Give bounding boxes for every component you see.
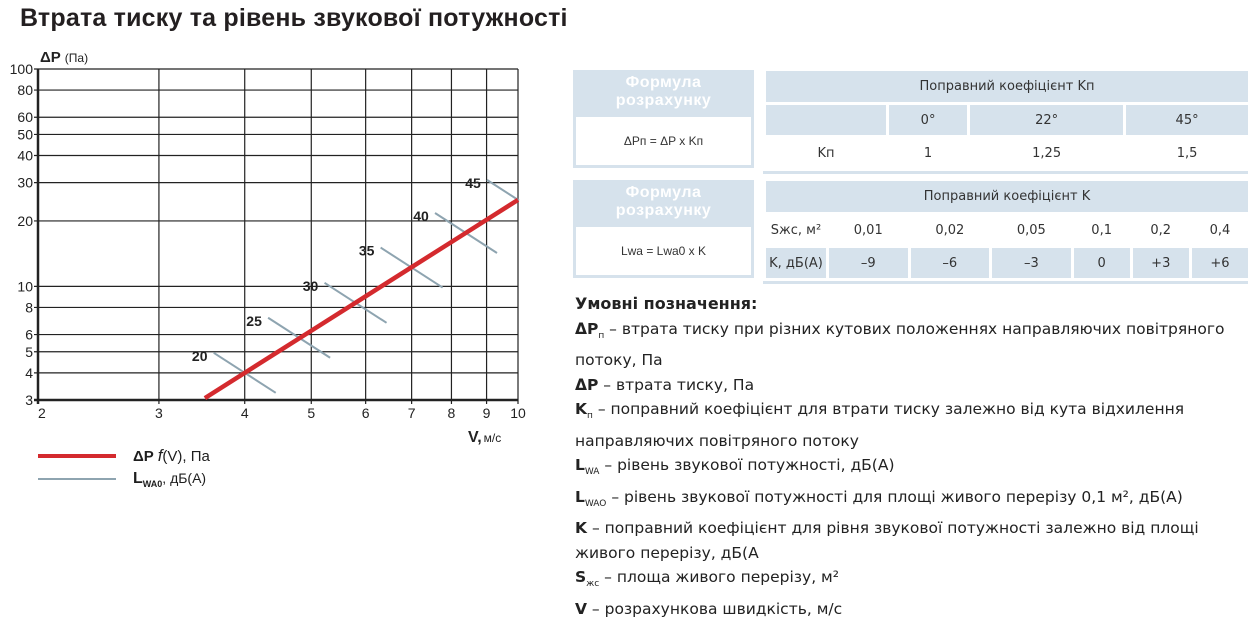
area-value: 0,02 <box>935 222 965 238</box>
svg-text:100: 100 <box>9 61 33 77</box>
formula-box-pressure <box>573 70 754 168</box>
k-value: –6 <box>911 248 990 278</box>
legend-red-line <box>38 454 116 458</box>
x-axis-label: V, м/с <box>468 429 502 446</box>
angle-45: 45° <box>1126 105 1248 135</box>
page-title: Втрата тиску та рівень звукової потужності <box>20 4 568 32</box>
svg-text:40: 40 <box>413 207 429 224</box>
notation-item: $\Delta P_п$ – втрата тиску при різних кутових положеннях направляючих повітряного потоку, Па <box>575 319 1225 370</box>
svg-text:4: 4 <box>25 364 33 381</box>
angle-0: 0° <box>889 105 967 135</box>
svg-text:50: 50 <box>17 126 33 143</box>
k-value: +3 <box>1133 248 1189 278</box>
formula-header: Формула розрахунку <box>576 73 751 117</box>
table2-header: Поправний коефіцієнт K <box>766 181 1248 212</box>
notation-item: K – поправний коефіцієнт для рівня звукової потужності залежно від площі живого перерізу, дБ(А <box>575 519 1199 562</box>
svg-text:9: 9 <box>482 405 491 421</box>
svg-text:80: 80 <box>17 82 33 99</box>
svg-text:2: 2 <box>38 405 46 421</box>
formula-header: Формула розрахунку <box>576 183 751 227</box>
svg-text:35: 35 <box>358 242 375 259</box>
svg-text:30: 30 <box>17 174 33 191</box>
notation-item: $K_п$ – поправний коефіцієнт для втрати тиску залежно від кута відхилення направляючих повітряного потоку <box>575 400 1185 450</box>
area-value: 0,01 <box>853 222 883 238</box>
formula-sound: Lwa = Lwa0 x K <box>620 244 707 258</box>
notation-item: ΔP – втрата тиску, Па <box>575 375 755 394</box>
pressure-curve <box>205 200 518 398</box>
svg-text:3: 3 <box>25 392 33 408</box>
svg-text:6: 6 <box>361 405 370 421</box>
svg-text:8: 8 <box>25 299 33 316</box>
area-value: 0,4 <box>1209 222 1231 238</box>
svg-text:25: 25 <box>246 312 262 329</box>
angle-coefficient-table <box>763 68 1248 174</box>
k-value: –9 <box>829 248 908 278</box>
area-coefficient-table <box>763 178 1248 284</box>
sound-level-isolines <box>192 175 519 393</box>
kp-value: 1 <box>923 145 933 161</box>
chart-tick-labels <box>10 61 526 421</box>
kp-value: 1,5 <box>1176 145 1198 161</box>
notation-item: $S_{жс}$ – площа живого перерізу, м² <box>575 568 839 590</box>
svg-text:7: 7 <box>407 405 416 421</box>
area-value: 0,2 <box>1150 222 1172 238</box>
svg-text:30: 30 <box>302 277 319 294</box>
legend-red-label: ΔP f(V), Па <box>133 446 210 465</box>
notation-heading: Умовні позначення: <box>575 294 758 313</box>
formula-pressure: ΔPп = ΔP x Kп <box>623 134 704 148</box>
notation-legend <box>575 292 1245 621</box>
k-value: –3 <box>992 248 1071 278</box>
formula-box-sound <box>573 180 754 278</box>
area-value: 0,1 <box>1091 222 1112 238</box>
svg-text:45: 45 <box>465 174 481 191</box>
legend-blue-label: $L_{WA0}$, дБ(А) <box>133 470 207 489</box>
k-value: +6 <box>1192 248 1248 278</box>
kp-row-label: Kп <box>817 145 835 161</box>
notation-item: V – розрахункова швидкість, м/с <box>575 599 843 618</box>
svg-text:20: 20 <box>17 212 33 229</box>
svg-text:6: 6 <box>25 326 33 343</box>
kp-value: 1,25 <box>1032 145 1062 161</box>
svg-text:5: 5 <box>25 343 33 360</box>
svg-text:8: 8 <box>447 405 456 421</box>
k-value: 0 <box>1074 248 1130 278</box>
pressure-loss-chart <box>0 40 560 460</box>
legend-blue-line <box>38 478 116 480</box>
svg-text:60: 60 <box>17 109 33 126</box>
svg-text:40: 40 <box>17 147 33 164</box>
table1-header: Поправний коефіцієнт Kп <box>766 71 1248 102</box>
svg-text:5: 5 <box>307 405 316 421</box>
svg-text:3: 3 <box>155 405 163 421</box>
y-axis-label: ΔP (Па) <box>40 49 89 66</box>
angle-22: 22° <box>970 105 1123 135</box>
area-row-label: Sжс, м² <box>770 222 822 238</box>
svg-text:4: 4 <box>240 405 249 421</box>
k-row-label: K, дБ(А) <box>766 248 826 278</box>
area-value: 0,05 <box>1016 222 1046 238</box>
svg-text:10: 10 <box>510 405 526 421</box>
svg-text:10: 10 <box>17 278 33 295</box>
svg-text:20: 20 <box>191 347 208 364</box>
notation-item: $L_{WA}$ – рівень звукової потужності, дБ(А) <box>575 456 895 478</box>
notation-item: $L_{WAO}$ – рівень звукової потужності для площі живого перерізу 0,1 м², дБ(А) <box>575 487 1183 509</box>
